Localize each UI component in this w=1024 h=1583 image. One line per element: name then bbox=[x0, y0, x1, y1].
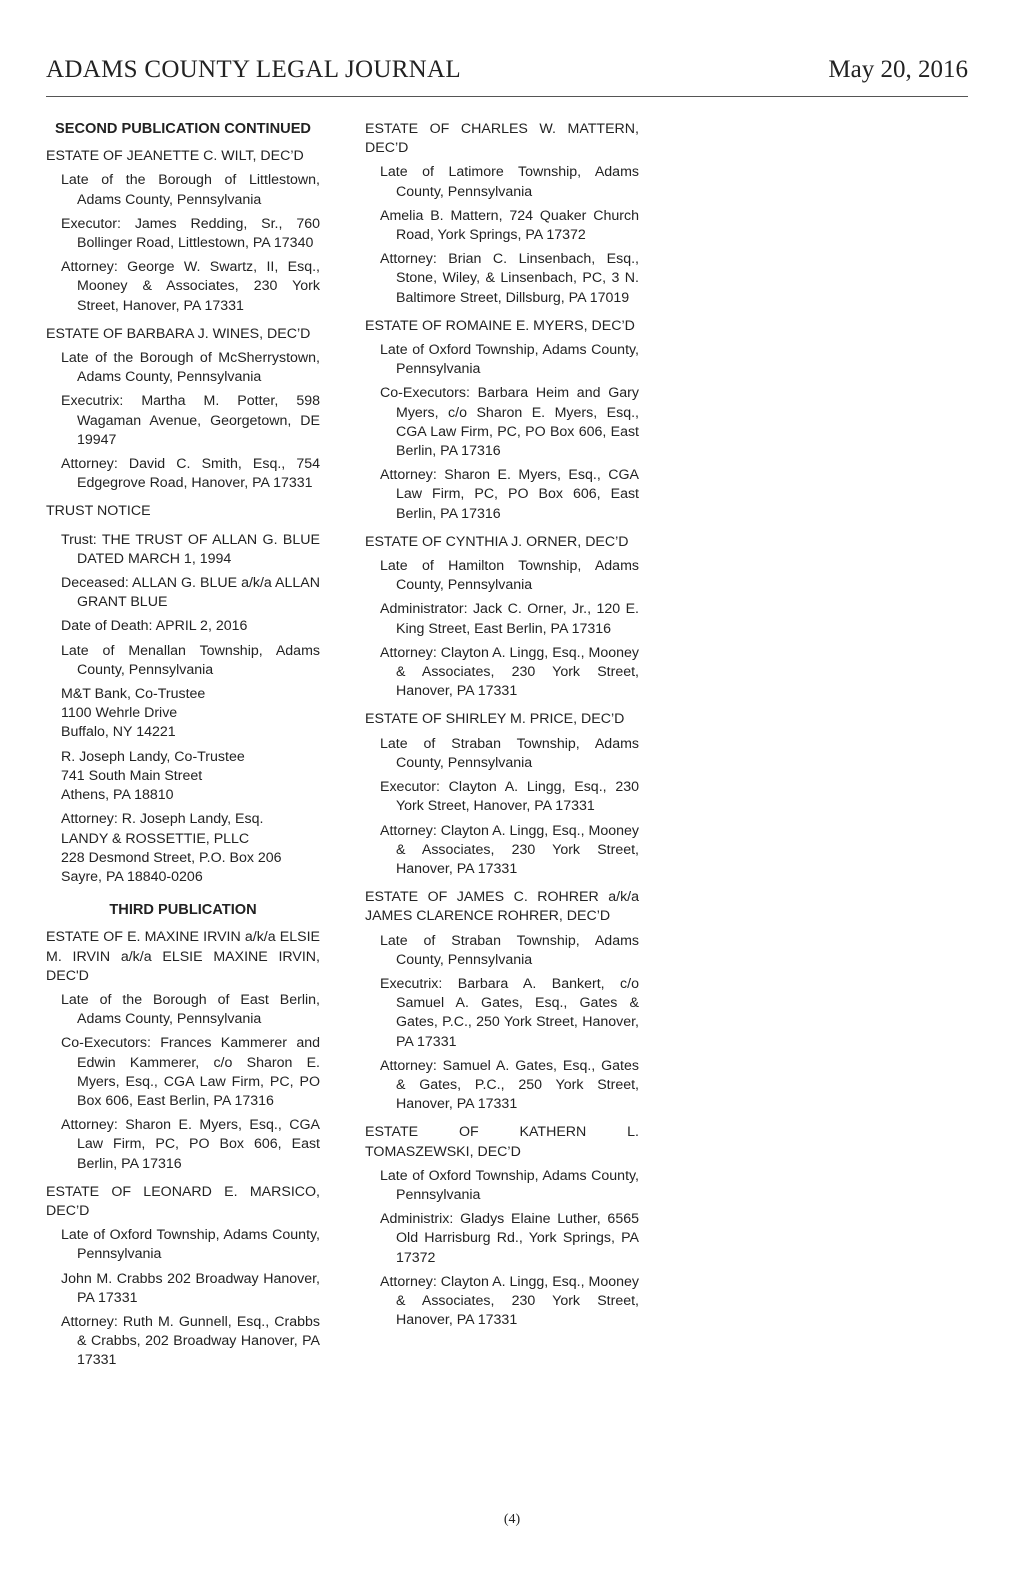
journal-title: ADAMS COUNTY LEGAL JOURNAL bbox=[46, 56, 461, 83]
address-line: R. Joseph Landy, Co-Trustee bbox=[61, 748, 245, 765]
notice-residence: Late of Latimore Township, Adams County, Pennsylvania bbox=[380, 164, 639, 200]
address-line: LANDY & ROSSETTIE, PLLC bbox=[61, 830, 250, 847]
address-line: 228 Desmond Street, P.O. Box 206 bbox=[61, 849, 282, 866]
trust-co-trustee-bank bbox=[46, 685, 320, 743]
left-column bbox=[46, 120, 320, 1380]
notice-attorney: Attorney: Sharon E. Myers, Esq., CGA Law Firm, PC, PO Box 606, East Berlin, PA 17316 bbox=[380, 467, 639, 522]
notice-myers bbox=[365, 317, 639, 524]
notice-title: ESTATE OF KATHERN L. TOMASZEWSKI, DEC’D bbox=[365, 1124, 639, 1160]
issue-date: May 20, 2016 bbox=[828, 56, 968, 83]
notice-orner bbox=[365, 533, 639, 702]
notice-irvin bbox=[46, 928, 320, 1173]
notice-attorney: Attorney: Sharon E. Myers, Esq., CGA Law Firm, PC, PO Box 606, East Berlin, PA 17316 bbox=[61, 1117, 320, 1172]
notice-administrix: Administrix: Gladys Elaine Luther, 6565 Old Harrisburg Rd., York Springs, PA 17372 bbox=[380, 1211, 639, 1266]
section-heading-second-publication: SECOND PUBLICATION CONTINUED bbox=[55, 121, 311, 137]
notice-executor: Executor: James Redding, Sr., 760 Bollinger Road, Littlestown, PA 17340 bbox=[61, 215, 320, 252]
address-line: Buffalo, NY 14221 bbox=[61, 724, 176, 741]
section-heading-third-publication: THIRD PUBLICATION bbox=[109, 902, 257, 919]
page-header bbox=[46, 56, 968, 97]
notice-attorney: Attorney: Brian C. Linsenbach, Esq., Stone, Wiley, & Linsenbach, PC, 3 N. Baltimore Street, Dillsburg, PA 17019 bbox=[380, 251, 639, 306]
trust-date-of-death: Date of Death: APRIL 2, 2016 bbox=[61, 618, 248, 635]
notice-residence: Late of Menallan Township, Adams County, Pennsylvania bbox=[61, 642, 320, 678]
address-line: Athens, PA 18810 bbox=[61, 787, 174, 804]
notice-attorney: Attorney: Clayton A. Lingg, Esq., Mooney & Associates, 230 York Street, Hanover, PA 17331 bbox=[380, 644, 639, 700]
notice-title: TRUST NOTICE bbox=[46, 503, 151, 520]
address-line: 1100 Wehrle Drive bbox=[61, 705, 178, 722]
address-line: Sayre, PA 18840-0206 bbox=[61, 868, 203, 885]
notice-trust bbox=[46, 502, 320, 887]
notice-wines bbox=[46, 325, 320, 494]
notice-wilt bbox=[46, 147, 320, 316]
notice-rohrer bbox=[365, 888, 639, 1114]
notice-marsico bbox=[46, 1183, 320, 1371]
trust-co-trustee-landy bbox=[46, 748, 320, 806]
notice-title: ESTATE OF CYNTHIA J. ORNER, DEC’D bbox=[365, 533, 629, 550]
notice-attorney: Attorney: Ruth M. Gunnell, Esq., Crabbs & Crabbs, 202 Broadway Hanover, PA 17331 bbox=[61, 1313, 320, 1369]
notice-title: ESTATE OF LEONARD E. MARSICO, DEC’D bbox=[46, 1183, 320, 1219]
notice-personal-representative: Amelia B. Mattern, 724 Quaker Church Road, York Springs, PA 17372 bbox=[380, 207, 639, 244]
notice-residence: Late of Straban Township, Adams County, Pennsylvania bbox=[380, 932, 639, 968]
notice-residence: Late of Oxford Township, Adams County, Pennsylvania bbox=[61, 1227, 320, 1263]
notice-price bbox=[365, 710, 639, 879]
trust-attorney bbox=[46, 810, 320, 887]
notice-residence: Late of Hamilton Township, Adams County, Pennsylvania bbox=[380, 558, 639, 594]
address-line: M&T Bank, Co-Trustee bbox=[61, 686, 206, 703]
notice-executrix: Executrix: Martha M. Potter, 598 Wagaman Avenue, Georgetown, DE 19947 bbox=[61, 393, 320, 448]
notice-tomaszewski bbox=[365, 1123, 639, 1330]
notice-residence: Late of Oxford Township, Adams County, Pennsylvania bbox=[380, 1167, 639, 1203]
page-number: (4) bbox=[503, 1512, 521, 1527]
trust-name: Trust: THE TRUST OF ALLAN G. BLUE DATED MARCH 1, 1994 bbox=[61, 531, 320, 567]
notice-mattern bbox=[365, 120, 639, 308]
notice-attorney: Attorney: Clayton A. Lingg, Esq., Mooney & Associates, 230 York Street, Hanover, PA 17331 bbox=[380, 822, 639, 877]
notice-executrix: Executrix: Barbara A. Bankert, c/o Samuel A. Gates, Esq., Gates & Gates, P.C., 250 York Street, Hanover, PA 17331 bbox=[380, 975, 639, 1050]
notice-title: ESTATE OF JEANETTE C. WILT, DEC’D bbox=[46, 148, 304, 165]
notice-residence: Late of the Borough of East Berlin, Adams County, Pennsylvania bbox=[61, 991, 320, 1028]
notice-residence: Late of the Borough of McSherrystown, Adams County, Pennsylvania bbox=[61, 350, 320, 386]
notice-executor: John M. Crabbs 202 Broadway Hanover, PA 17331 bbox=[61, 1270, 320, 1306]
notice-administrator: Administrator: Jack C. Orner, Jr., 120 E. King Street, East Berlin, PA 17316 bbox=[380, 601, 639, 637]
address-line: 741 South Main Street bbox=[61, 767, 203, 784]
notice-title: ESTATE OF SHIRLEY M. PRICE, DEC’D bbox=[365, 711, 625, 728]
trust-deceased: Deceased: ALLAN G. BLUE a/k/a ALLAN GRANT BLUE bbox=[61, 575, 320, 611]
notice-attorney: Attorney: David C. Smith, Esq., 754 Edgegrove Road, Hanover, PA 17331 bbox=[61, 456, 320, 492]
notice-attorney: Attorney: Clayton A. Lingg, Esq., Mooney & Associates, 230 York Street, Hanover, PA 17331 bbox=[380, 1273, 639, 1329]
notice-title: ESTATE OF JAMES C. ROHRER a/k/a JAMES CLARENCE ROHRER, DEC’D bbox=[365, 889, 639, 925]
notice-residence: Late of the Borough of Littlestown, Adams County, Pennsylvania bbox=[61, 172, 320, 208]
notice-attorney: Attorney: George W. Swartz, II, Esq., Mooney & Associates, 230 York Street, Hanover, PA 17331 bbox=[61, 259, 320, 314]
notice-co-executors: Co-Executors: Barbara Heim and Gary Myers, c/o Sharon E. Myers, Esq., CGA Law Firm, PC, PO Box 606, East Berlin, PA 17316 bbox=[380, 385, 639, 460]
notice-title: ESTATE OF ROMAINE E. MYERS, DEC’D bbox=[365, 317, 635, 334]
notice-co-executors: Co-Executors: Frances Kammerer and Edwin Kammerer, c/o Sharon E. Myers, Esq., CGA Law Firm, PC, PO Box 606, East Berlin, PA 17316 bbox=[61, 1035, 320, 1109]
notice-title: ESTATE OF BARBARA J. WINES, DEC’D bbox=[46, 325, 311, 342]
right-column bbox=[365, 120, 639, 1339]
notice-attorney: Attorney: Samuel A. Gates, Esq., Gates & Gates, P.C., 250 York Street, Hanover, PA 17331 bbox=[380, 1057, 639, 1113]
notice-executor: Executor: Clayton A. Lingg, Esq., 230 York Street, Hanover, PA 17331 bbox=[380, 779, 639, 815]
notice-title: ESTATE OF E. MAXINE IRVIN a/k/a ELSIE M. IRVIN a/k/a ELSIE MAXINE IRVIN, DEC'D bbox=[46, 929, 320, 984]
address-line: Attorney: R. Joseph Landy, Esq. bbox=[61, 811, 264, 828]
notice-residence: Late of Oxford Township, Adams County, Pennsylvania bbox=[380, 342, 639, 378]
notice-residence: Late of Straban Township, Adams County, Pennsylvania bbox=[380, 735, 639, 771]
notice-title: ESTATE OF CHARLES W. MATTERN, DEC’D bbox=[365, 121, 639, 157]
